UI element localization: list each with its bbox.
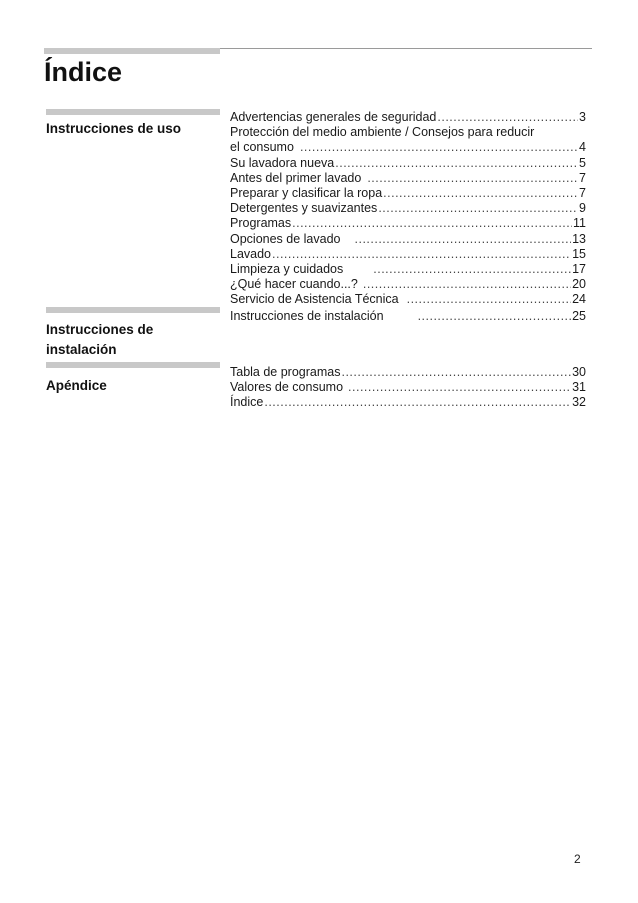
leader-dots <box>418 309 572 324</box>
toc-entry[interactable] <box>230 277 586 292</box>
toc-entry-label: el consumo <box>230 140 294 155</box>
toc-entry-page: 20 <box>572 277 586 292</box>
toc-entry-page: 3 <box>579 110 586 124</box>
leader-dots <box>335 156 578 171</box>
toc-entry[interactable] <box>230 395 586 410</box>
toc-entry-label: Preparar y clasificar la ropa <box>230 186 383 201</box>
toc-entry-label: Valores de consumo <box>230 380 344 395</box>
toc-entry-page: 5 <box>579 155 586 170</box>
toc-entry[interactable] <box>230 110 586 125</box>
toc-list-uso <box>230 110 586 308</box>
toc-entry-page: 4 <box>579 140 586 155</box>
toc-entry-wrap-line[interactable] <box>230 125 586 140</box>
toc-entry-label: Su lavadora nueva <box>230 155 335 170</box>
page-title: Índice <box>44 57 123 87</box>
leader-dots <box>367 171 578 186</box>
leader-dots <box>292 216 572 231</box>
toc-entry-page: 25 <box>572 309 586 323</box>
toc-entry-label: Protección del medio ambiente / Consejos para reducir <box>230 125 535 140</box>
toc-entry[interactable] <box>230 365 586 380</box>
section-bar-instalacion <box>46 307 220 313</box>
leader-dots <box>373 262 571 277</box>
toc-entry-label: Servicio de Asistencia Técnica <box>230 292 399 307</box>
toc-entry[interactable] <box>230 309 586 324</box>
section-label-apendice: Apéndice <box>46 378 107 393</box>
title-bar <box>44 48 220 54</box>
leader-dots <box>407 292 571 307</box>
toc-entry-page: 11 <box>573 216 586 231</box>
toc-entry-page: 31 <box>572 380 586 395</box>
page-number: 2 <box>574 852 581 866</box>
toc-list-instalacion <box>230 309 586 324</box>
leader-dots <box>363 277 571 292</box>
toc-entry-page: 15 <box>572 246 586 261</box>
toc-entry[interactable] <box>230 171 586 186</box>
leader-dots <box>383 186 578 201</box>
toc-entry[interactable] <box>230 216 586 231</box>
toc-entry[interactable] <box>230 201 586 216</box>
toc-entry-page: 17 <box>572 262 586 277</box>
toc-entry[interactable] <box>230 232 586 247</box>
toc-entry-page: 7 <box>579 186 586 201</box>
toc-entry-page: 32 <box>572 395 586 410</box>
toc-list-apendice <box>230 365 586 411</box>
section-bar-apendice <box>46 362 220 368</box>
toc-entry[interactable] <box>230 140 586 155</box>
toc-entry-label: Programas <box>230 216 292 231</box>
toc-entry-page: 13 <box>572 231 586 246</box>
toc-entry-label: Limpieza y cuidados <box>230 262 344 277</box>
leader-dots <box>355 232 572 247</box>
leader-dots <box>341 365 571 380</box>
toc-entry-label: Instrucciones de instalación <box>230 309 384 323</box>
toc-entry-label: Tabla de programas <box>230 365 341 379</box>
toc-entry[interactable] <box>230 262 586 277</box>
section-label-uso: Instrucciones de uso <box>46 121 182 136</box>
toc-entry[interactable] <box>230 156 586 171</box>
toc-entry-page: 7 <box>579 170 586 185</box>
toc-entry-page: 24 <box>572 292 586 307</box>
leader-dots <box>437 110 578 125</box>
toc-entry-label: Índice <box>230 395 264 410</box>
toc-entry[interactable] <box>230 186 586 201</box>
toc-entry-page: 9 <box>579 201 586 216</box>
toc-entry[interactable] <box>230 247 586 262</box>
toc-entry-page: 30 <box>572 365 586 379</box>
toc-entry-label: Antes del primer lavado <box>230 170 362 185</box>
leader-dots <box>378 201 578 216</box>
leader-dots <box>272 247 571 262</box>
toc-entry-label: Detergentes y suavizantes <box>230 201 378 216</box>
toc-entry-label: ¿Qué hacer cuando...? <box>230 277 358 292</box>
toc-entry-label: Advertencias generales de seguridad <box>230 110 437 124</box>
toc-entry-label: Opciones de lavado <box>230 231 341 246</box>
toc-entry-label: Lavado <box>230 246 272 261</box>
leader-dots <box>348 380 571 395</box>
toc-entry[interactable] <box>230 380 586 395</box>
leader-dots <box>264 395 571 410</box>
toc-entry[interactable] <box>230 292 586 307</box>
leader-dots <box>300 140 578 155</box>
section-bar-uso <box>46 109 220 115</box>
section-label-instalacion: Instrucciones de instalación <box>46 322 154 357</box>
